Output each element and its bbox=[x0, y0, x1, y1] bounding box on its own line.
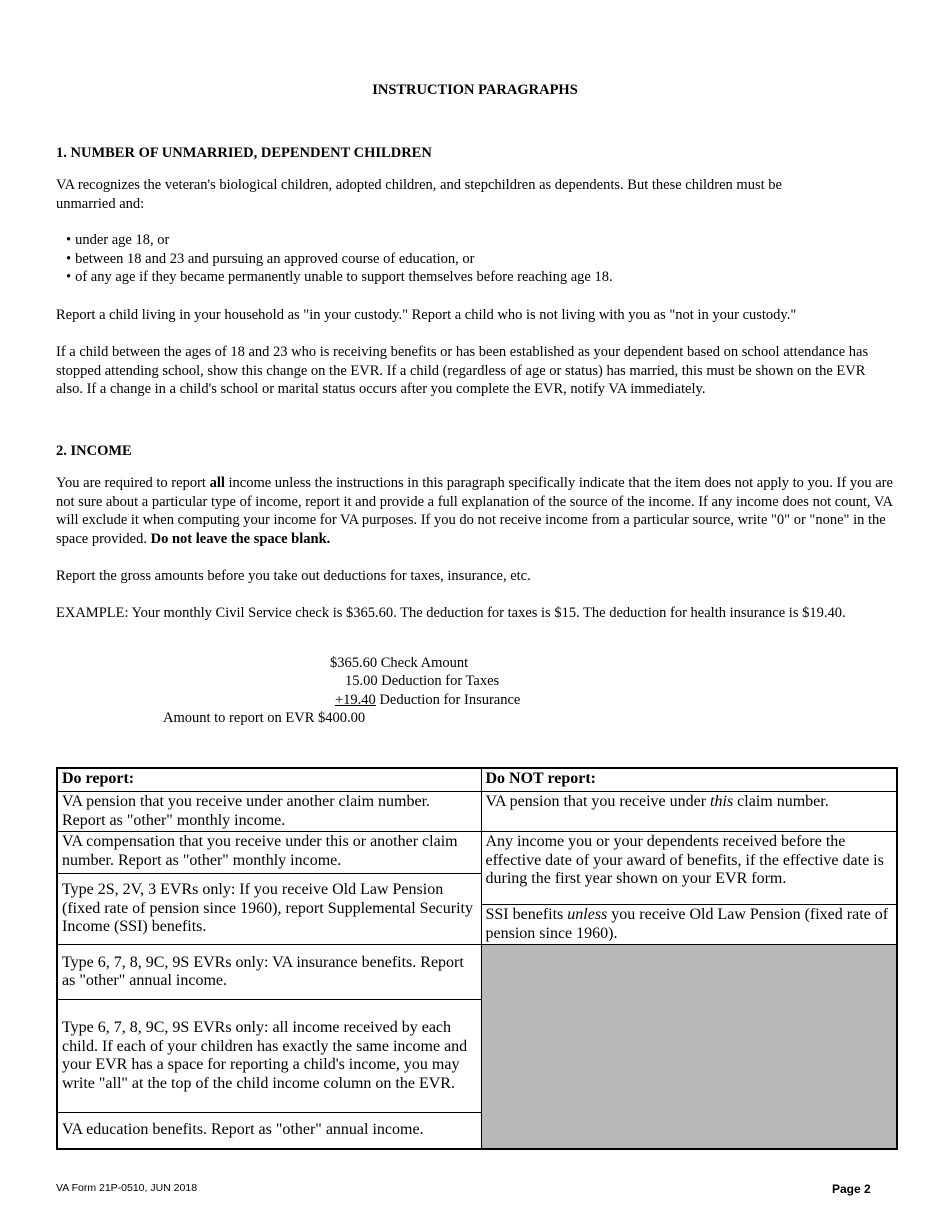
status-change-paragraph: If a child between the ages of 18 and 23 who is receiving benefits or has been established as your dependent based on school attendance has stopped attending school, show this change on the EVR. If a child (regardless of age or status) has married, this must be shown on the EVR also. If a change in a child's school or marital status occurs after you complete the EVR, notify VA immediately. bbox=[56, 344, 869, 398]
emphasis-all: all bbox=[209, 475, 225, 491]
do-report-item: VA education benefits. Report as "other" annual income. bbox=[57, 1113, 481, 1149]
section-heading-income: 2. INCOME bbox=[56, 443, 132, 459]
do-report-item: VA compensation that you receive under this or another claim number. Report as "other" monthly income. bbox=[57, 832, 481, 874]
do-report-item: VA pension that you receive under another claim number. Report as "other" monthly income. bbox=[57, 792, 481, 832]
example-paragraph: EXAMPLE: Your monthly Civil Service check is $365.60. The deduction for taxes is $15. The deduction for health insurance is $19.40. bbox=[56, 605, 846, 621]
list-item: • between 18 and 23 and pursuing an approved course of education, or bbox=[66, 250, 613, 269]
list-item: • under age 18, or bbox=[66, 231, 613, 250]
do-not-report-item: SSI benefits unless you receive Old Law Pension (fixed rate of pension since 1960). bbox=[481, 905, 897, 945]
gross-amounts-paragraph: Report the gross amounts before you take out deductions for taxes, insurance, etc. bbox=[56, 568, 531, 584]
do-not-report-item: VA pension that you receive under this claim number. bbox=[481, 792, 897, 832]
section-heading-children: 1. NUMBER OF UNMARRIED, DEPENDENT CHILDREN bbox=[56, 145, 432, 161]
do-report-item: Type 6, 7, 8, 9C, 9S EVRs only: all income received by each child. If each of your children has exactly the same income and your EVR has a space for reporting a child's income, you may write "all" at the top of the child income column on the EVR. bbox=[57, 1000, 481, 1113]
do-not-leave-blank-note: Do not leave the space blank. bbox=[150, 530, 331, 547]
calc-amount-to-report: Amount to report on EVR $400.00 bbox=[163, 710, 366, 726]
do-report-item: Type 2S, 2V, 3 EVRs only: If you receive Old Law Pension (fixed rate of pension since 1960), report Supplemental Security Income (SSI) benefits. bbox=[57, 874, 481, 945]
page-title: INSTRUCTION PARAGRAPHS bbox=[372, 82, 578, 98]
income-rules-paragraph: You are required to report all income unless the instructions in this paragraph specifically indicate that the item does not apply to you. If you are not sure about a particular type of income, report it and provide a full explanation of the source of the income. If any income does not count, VA will exclude it when computing your income for VA purposes. If you do not receive income from a particular source, write "0" or "none" in the space provided. Do not leave the space blank. bbox=[56, 475, 893, 547]
children-intro-paragraph: VA recognizes the veteran's biological children, adopted children, and stepchildren as dependents. But these children must be unmarried and: bbox=[56, 177, 782, 212]
form-number: VA Form 21P-0510, JUN 2018 bbox=[56, 1182, 198, 1194]
do-not-report-header: Do NOT report: bbox=[481, 768, 897, 792]
shaded-empty-cell bbox=[481, 945, 897, 1149]
list-item: • of any age if they became permanently unable to support themselves before reaching age 18. bbox=[66, 268, 613, 287]
do-not-report-item: Any income you or your dependents received before the effective date of your award of benefits, if the effective date is during the first year shown on your EVR form. bbox=[481, 832, 897, 905]
custody-paragraph: Report a child living in your household as "in your custody." Report a child who is not living with you as "not in your custody." bbox=[56, 307, 797, 323]
calc-tax-deduction: 15.00 Deduction for Taxes bbox=[345, 673, 500, 689]
do-report-header: Do report: bbox=[57, 768, 481, 792]
calc-check-amount: $365.60 Check Amount bbox=[330, 655, 469, 671]
children-criteria-list bbox=[66, 231, 613, 287]
calc-insurance-deduction: +19.40 Deduction for Insurance bbox=[335, 692, 521, 708]
report-table bbox=[56, 767, 898, 1150]
do-report-item: Type 6, 7, 8, 9C, 9S EVRs only: VA insurance benefits. Report as "other" annual income. bbox=[57, 945, 481, 1000]
page-number: Page 2 bbox=[832, 1182, 871, 1196]
